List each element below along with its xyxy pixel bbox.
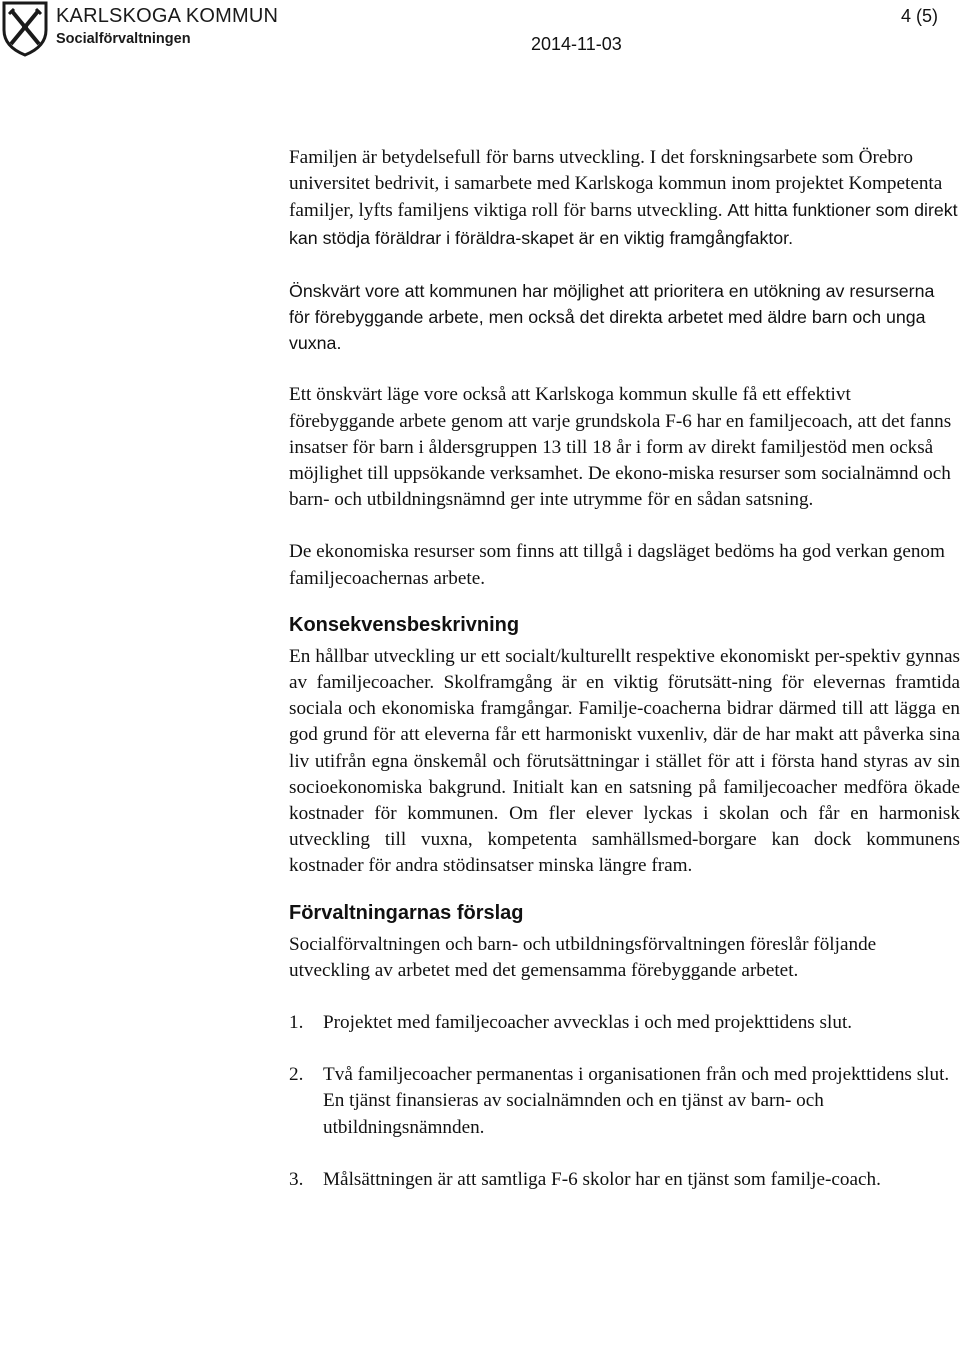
paragraph-3: Ett önskvärt läge vore också att Karlskoga kommun skulle få ett effektivt förebyggande arbete genom att varje grundskola F-6 har en familjecoach, att det fanns insatser för barn i åldersgruppen 13 till 18 år i form av direkt familjestöd men också möjlighet till uppsökande verksamhet. De ekono-miska resurser som socialnämnd och barn- och utbildningsnämnd ger inte utrymme för en sådan satsning. [289,384,952,511]
paragraph-2: Önskvärt vore att kommunen har möjlighet att prioritera en utökning av resurserna för förebyggande arbete, men också det direkta arbetet med äldre barn och unga vuxna. [289,280,935,354]
department-name: Socialförvaltningen [56,31,191,47]
paragraph-5: En hållbar utveckling ur ett socialt/kulturellt respektive ekonomiskt per-spektiv gynnas av familjecoacher. Skolframgång är en viktig förutsätt-ning för elevernas framtida sociala och ekonomiska framgångar. Familje-coacherna bidrar därmed till att lägga en god grund för att eleverna får ett harmoniskt vuxenliv, där de har makt att påverka sina liv utifrån egna önskemål och förutsättningar i stället för att i första hand styras av sin socioekonomiska bakgrund. Initialt kan en satsning på familjecoacher medföra ökade kostnader för kommunen. Om fler elever lyckas i skolan och får en harmonisk utveckling till vuxna, kompetenta samhällsmed-borgare kan dock kommunens kostnader för andra stödinsatser minska längre fram. [289,645,960,877]
paragraph-1 [289,145,960,252]
list-item [289,1062,960,1141]
paragraph-1-sans: Att hitta funktioner som direkt kan stödja föräldrar i föräldra-skapet är en viktig framgångfaktor. [289,200,958,248]
municipality-logo [0,0,279,56]
list-item [289,1167,960,1193]
list-item-number: 2. [289,1064,304,1086]
list-item [289,1010,960,1036]
page-number: 4 (5) [900,6,938,26]
heading-consequences: Konsekvensbeskrivning [289,613,520,636]
list-item-number: 1. [289,1012,304,1034]
list-item-text: Två familjecoacher permanentas i organisationen från och med projekttidens slut. En tjänst finansieras av socialnämnden och en tjänst av barn- och utbildningsnämnden. [323,1064,950,1138]
proposal-list [289,1010,960,1193]
coat-of-arms-icon [0,0,50,56]
organization-name: KARLSKOGA KOMMUN [56,5,279,27]
list-item-text: Projektet med familjecoacher avvecklas i och med projekttidens slut. [323,1012,853,1034]
document-body [289,145,960,1193]
document-date: 2014-11-03 [531,34,622,54]
heading-proposal: Förvaltningarnas förslag [289,901,524,924]
list-item-number: 3. [289,1168,304,1190]
paragraph-6: Socialförvaltningen och barn- och utbildningsförvaltningen föreslår följande utveckling av arbetet med det gemensamma förebyggande arbetet. [289,933,877,981]
list-item-text: Målsättningen är att samtliga F-6 skolor har en tjänst som familje-coach. [323,1168,881,1190]
paragraph-4: De ekonomiska resurser som finns att tillgå i dagsläget bedöms ha god verkan genom familjecoachernas arbete. [289,541,945,589]
paragraph-1-serif: Familjen är betydelsefull för barns utveckling. I det forskningsarbete som Örebro universitet bedrivit, i samarbete med Karlskoga kommun inom projektet Kompetenta familjer, lyfts familjens viktiga roll för barns utveckling. [289,147,943,222]
